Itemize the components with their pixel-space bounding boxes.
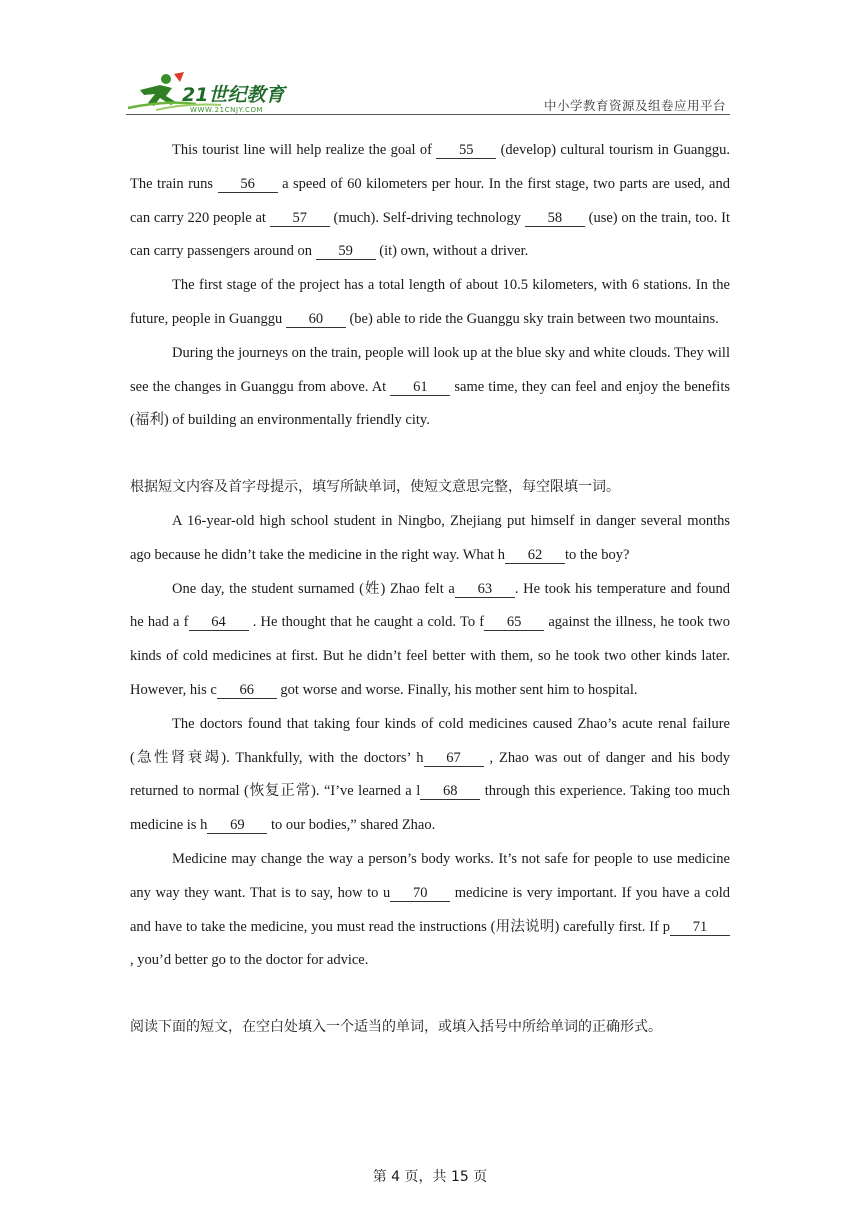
paragraph [130,505,730,573]
answer-blank-64[interactable]: 64 [189,615,249,631]
paragraph-text: (much). Self-driving technology [329,209,525,226]
answer-blank-63[interactable]: 63 [455,582,515,598]
answer-blank-62[interactable]: 62 [505,548,565,564]
paragraph-text: against the illness, he took two kinds of cold medicines at first. But he didn’t feel better with them, so he took two other kinds later. However, his c [130,614,731,698]
answer-blank-66[interactable]: 66 [217,683,277,699]
paragraph-text: , Zhao was out of danger and his body returned to normal (恢复正常). “I’ve learned a l [130,749,730,800]
paragraph-text: This tourist line will help realize the goal of [172,142,437,158]
answer-blank-65[interactable]: 65 [484,615,544,631]
page-header [126,66,730,116]
answer-blank-70[interactable]: 70 [390,886,450,902]
page-footer: 第 4 页，共 15 页 [372,1169,488,1185]
header-divider [126,114,730,115]
logo [126,70,296,114]
answer-blank-68[interactable]: 68 [420,784,480,800]
paragraph-text: (it) own, without a driver. [375,243,529,260]
paragraph-text: . He thought that he caught a cold. To f [248,614,485,631]
paragraph-text: The first stage of the project has a total length of about 10.5 kilometers, with 6 stations. In the future, people in Guanggu [130,277,730,327]
answer-blank-56[interactable]: 56 [218,177,278,193]
paragraph-text: to our bodies,” shared Zhao. [267,817,436,834]
paragraph-text: same time, they can feel and enjoy the benefits (福利) of building an environmentally friendly city. [130,378,730,429]
paragraph [130,134,730,269]
paragraph-text: Medicine may change the way a person’s body works. It’s not safe for people to use medicine any way they want. That is to say, how to u [130,850,730,901]
answer-blank-60[interactable]: 60 [286,312,346,328]
paragraph-text: (be) able to ride the Guanggu sky train between two mountains. [345,310,719,327]
paragraph-text: medicine is very important. If you have a cold and have to take the medicine, you must read the instructions (用法说明) carefully first. If p [130,884,730,935]
paragraph [130,573,730,708]
page-content [130,134,730,1045]
paragraph-text: The doctors found that taking four kinds of cold medicines caused Zhao’s acute renal failure (急性肾衰竭). Thankfully, with the doctors’ h [130,715,730,766]
paragraph-text: to the boy? [565,546,630,563]
paragraph-text: (use) on the train, too. It can carry passengers around on [130,209,730,260]
paragraph-text: through this experience. Taking too much medicine is h [130,783,730,834]
logo-text: 21世纪教育 [182,84,285,106]
paragraph [130,843,730,978]
answer-blank-55[interactable]: 55 [436,143,496,159]
paragraph-text: a speed of 60 kilometers per hour. In the first stage, two parts are used, and can carry 220 people at [130,175,730,226]
paragraph-text: During the journeys on the train, people will look up at the blue sky and white clouds. They will see the changes in Guanggu from above. At [130,344,730,395]
answer-blank-58[interactable]: 58 [525,211,585,227]
paragraph [130,708,730,843]
paragraph-text: One day, the student surnamed (姓) Zhao felt a [172,580,455,597]
site-name: 中小学教育资源及组卷应用平台 [543,98,726,113]
passage-2 [130,505,730,978]
paragraph-text: A 16-year-old high school student in Ningbo, Zhejiang put himself in danger several months ago because he didn’t take the medicine in the right way. What h [130,512,730,563]
passage-1 [130,134,730,438]
paragraph-text: got worse and worse. Finally, his mother sent him to hospital. [276,681,638,698]
answer-blank-71[interactable]: 71 [670,920,730,936]
logo-url: WWW.21CNJY.COM [190,106,264,114]
answer-blank-57[interactable]: 57 [270,211,330,227]
answer-blank-67[interactable]: 67 [424,751,484,767]
paragraph-text: . He took his temperature and found he had a f [130,580,730,631]
paragraph [130,269,730,337]
instruction-section-3: 阅读下面的短文，在空白处填入一个适当的单词，或填入括号中所给单词的正确形式。 [130,1019,662,1036]
paragraph [130,337,730,438]
answer-blank-59[interactable]: 59 [316,244,376,260]
paragraph-text: (develop) cultural tourism in Guanggu. The train runs [130,142,730,192]
paragraph-text: , you’d better go to the doctor for advice. [130,952,369,969]
answer-blank-69[interactable]: 69 [207,818,267,834]
answer-blank-61[interactable]: 61 [390,380,450,396]
instruction-section-2: 根据短文内容及首字母提示，填写所缺单词，使短文意思完整，每空限填一词。 [130,479,620,496]
